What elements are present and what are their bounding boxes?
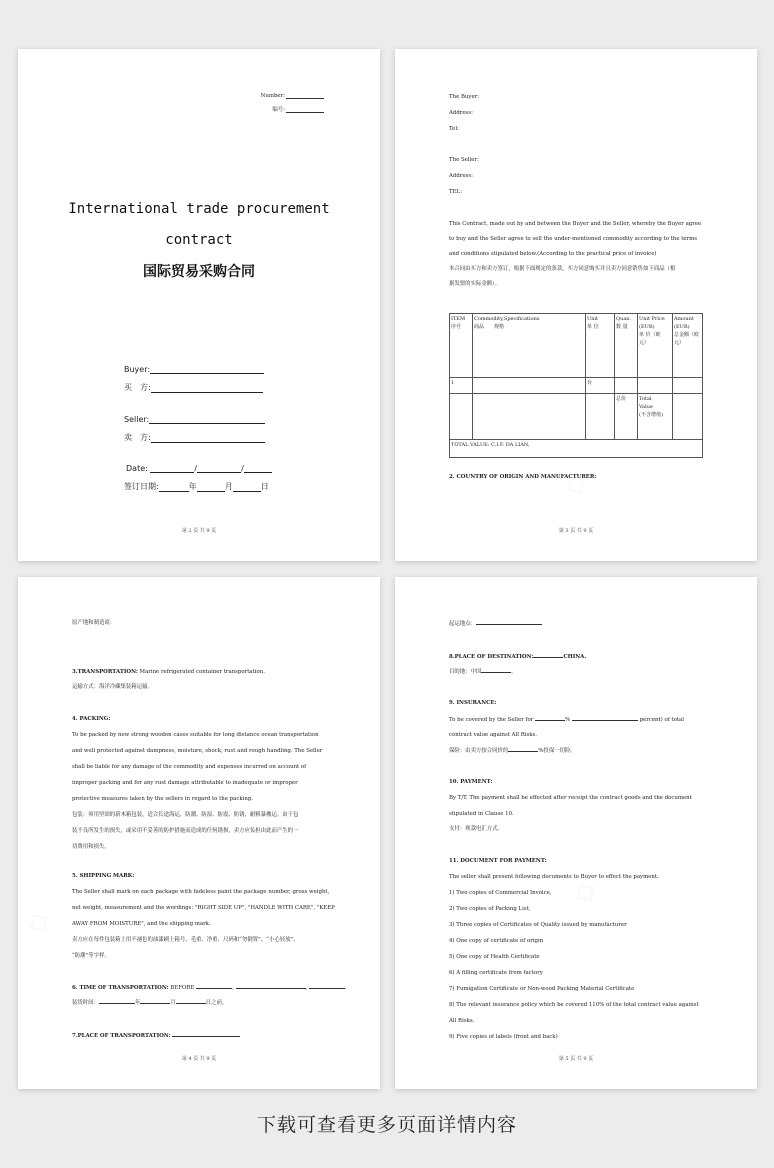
- section-9-cn: 保险：由卖方按合同价的 %投保一切险。: [449, 748, 576, 754]
- section-4-line: shall be liable for any damage of the commodity and expenses incurred on account of: [72, 764, 307, 770]
- buyer-field-cn: 买 方:: [124, 382, 263, 393]
- seller-field: Seller:: [124, 415, 265, 424]
- section-4-heading: 4. PACKING:: [72, 716, 111, 722]
- section-3-line: 3.TRANSPORTATION: Marine refrigerated container transportation.: [72, 669, 265, 675]
- section-8-line: 8.PLACE OF DESTINATION: CHINA.: [449, 654, 587, 660]
- section-4-line: 装不良所发生的损失，或采用不妥善的防护措施而造成的任何锈损，卖方应负担由此而产生的一: [72, 828, 299, 834]
- document-list-item: 7) Fumigation Certificate or Non-wood Packing Material Certificate: [449, 986, 635, 992]
- commodity-table: [449, 313, 703, 458]
- page-footer: 第 5 页 共 9 页: [558, 1056, 594, 1062]
- section-9-line2: contract value against All Risks.: [449, 732, 538, 738]
- date-field: Date: / /: [126, 464, 272, 473]
- seller-tel-label: TEL:: [449, 189, 462, 195]
- section-9-heading: 9. INSURANCE:: [449, 700, 497, 706]
- page-footer: 第 2 页 共 9 页: [181, 528, 217, 534]
- table-row-total: 总价 Total Value (不含增值): [450, 394, 703, 440]
- header-quantity: Quan. 数 量: [615, 314, 638, 378]
- document-list-item: 1) Two copies of Commercial Invoice,: [449, 890, 552, 896]
- section-5-line: “防潮”等字样。: [72, 953, 110, 959]
- section-4-line: improper packing and for any rust damage attributable to inadequate or improper: [72, 780, 298, 786]
- buyer-tel-label: Tel:: [449, 126, 459, 132]
- document-list-item: 6) A filling certificate from factory: [449, 970, 543, 976]
- number-field-cn: 编号:: [272, 105, 324, 113]
- title-cn: 国际贸易采购合同: [143, 264, 255, 280]
- page-transport-packing: [18, 577, 380, 1089]
- section-5-line: AWAY FROM MOISTURE", and the shipping mark.: [72, 921, 211, 927]
- section-10-line: By T/T. The payment shall be effected after receipt the contract goods and the document: [449, 795, 692, 801]
- page-payment: [395, 577, 757, 1089]
- download-caption[interactable]: 下载可查看更多页面详情内容: [256, 1114, 517, 1136]
- page-footer: 第 3 页 共 9 页: [558, 528, 594, 534]
- table-total-value-row: TOTAL VALUE: C.I.F. DA LIAN,: [450, 440, 703, 458]
- watermark: [21, 904, 55, 940]
- seller-address-label: Address:: [449, 173, 473, 179]
- section-10-cn: 支付：现款电汇方式。: [449, 826, 503, 832]
- page-footer: 第 4 页 共 9 页: [181, 1056, 217, 1062]
- header-unit: Unit 单 位: [586, 314, 615, 378]
- section-5-line: The Seller shall mark on each package with fadeless paint the package number, gross weight,: [72, 889, 330, 895]
- date-field-cn: 签订日期: 年 月 日: [124, 482, 269, 491]
- document-list-item: 8) The relevant insurance policy which be covered 110% of the total contract value against: [449, 1002, 699, 1008]
- intro-cn-line: 据发票的实际金额）。: [449, 281, 501, 287]
- section-11-heading: 11. DOCUMENT FOR PAYMENT:: [449, 858, 547, 864]
- watermark: [558, 466, 592, 502]
- section-6-line: 6. TIME OF TRANSPORTATION: BEFORE , , .: [72, 985, 347, 991]
- buyer-label: The Buyer:: [449, 94, 480, 100]
- section-2-heading: 2. COUNTRY OF ORIGIN AND MANUFACTURER:: [449, 474, 597, 480]
- section-3-cn: 运输方式：海洋冷藏集装箱运输。: [72, 684, 153, 690]
- origin-cn-label: 原产地和制造商：: [72, 620, 116, 626]
- section-5-line: net weight, measurement and the wordings: "RIGHT SIDE UP", "HANDLE WITH CARE", "KEEP: [72, 905, 335, 911]
- intro-en-line: This Contract, made out by and between the Buyer and the Seller, whereby the Buyer agree: [449, 221, 702, 227]
- section-4-line: 包装：须用坚固的新木箱包装，适合长途海运，防潮、防湿、防震、防锈，耐粗暴搬运。由于包: [72, 812, 299, 818]
- buyer-field: Buyer:: [124, 365, 264, 374]
- header-item: ITEM 序号: [450, 314, 473, 378]
- document-list-item: 4) One copy of certificate of origin: [449, 938, 544, 944]
- document-list-item: 5) One copy of Health Certificate: [449, 954, 540, 960]
- section-7-line: 7.PLACE OF TRANSPORTATION:: [72, 1032, 240, 1040]
- section-10-heading: 10. PAYMENT:: [449, 779, 493, 785]
- section-4-line: To be packed by new strong wooden cases suitable for long distance ocean transportation: [72, 732, 319, 738]
- document-list-item: 9) Five copies of labels (front and back): [449, 1034, 558, 1040]
- intro-en-line: to buy and the Seller agree to sell the under-mentioned commodity according to the terms: [449, 236, 698, 242]
- table-row: 1 台: [450, 378, 703, 394]
- section-9-line: To be covered by the Seller for % percent) of total: [449, 717, 684, 723]
- origin-place-cn: 起运地点：: [449, 620, 542, 628]
- intro-cn-line: 本合同由买方和卖方签订，根据下面规定的条款，买方同意购买并且卖方同意销售如下商品（根: [449, 266, 676, 272]
- section-6-cn: 装货时间： 年 月 日之前。: [72, 1000, 228, 1006]
- document-list-item: 2) Two copies of Packing List,: [449, 906, 531, 912]
- page-parties: [395, 49, 757, 561]
- document-list-item: All Risks.: [449, 1018, 475, 1024]
- title-en-line2: contract: [165, 232, 233, 248]
- page-cover: [18, 49, 380, 561]
- section-4-line: and well protected against dampness, moisture, shock, rust and rough handling. The Seller: [72, 748, 323, 754]
- header-commodity: Commodity,Specifications 商品 规格: [473, 314, 586, 378]
- buyer-address-label: Address:: [449, 110, 473, 116]
- section-8-cn: 目的地：中国 。: [449, 669, 517, 675]
- document-list-item: 3) Three copies of Certificates of Quality issued by manufacturer: [449, 922, 627, 928]
- seller-field-cn: 卖 方:: [124, 432, 265, 443]
- section-10-line: stipulated in Clause 10.: [449, 811, 514, 817]
- header-unit-price: Unit Price (EUR) 单 价（欧 元）: [638, 314, 673, 378]
- section-5-line: 卖方应在每件包装箱上用不褪色的油漆刷上箱号、毛重、净重、尺码和“勿倒置”、“小心轻放”、: [72, 937, 299, 943]
- table-header-row: [450, 314, 703, 378]
- section-5-heading: 5. SHIPPING MARK:: [72, 873, 135, 879]
- number-field: Number:: [261, 93, 324, 99]
- section-4-line: protective measures taken by the sellers in regard to the packing.: [72, 796, 253, 802]
- seller-label: The Seller:: [449, 157, 479, 163]
- intro-en-line: and conditions stipulated below.(According to the practical price of invoice): [449, 251, 657, 257]
- section-11-line: The seller shall present following documents to Buyer to effect the payment.: [449, 874, 659, 880]
- section-4-line: 切费用和损失。: [72, 844, 110, 850]
- title-en-line1: International trade procurement: [68, 201, 330, 217]
- header-amount: Amount (EUR) 总金额（欧 元）: [673, 314, 703, 378]
